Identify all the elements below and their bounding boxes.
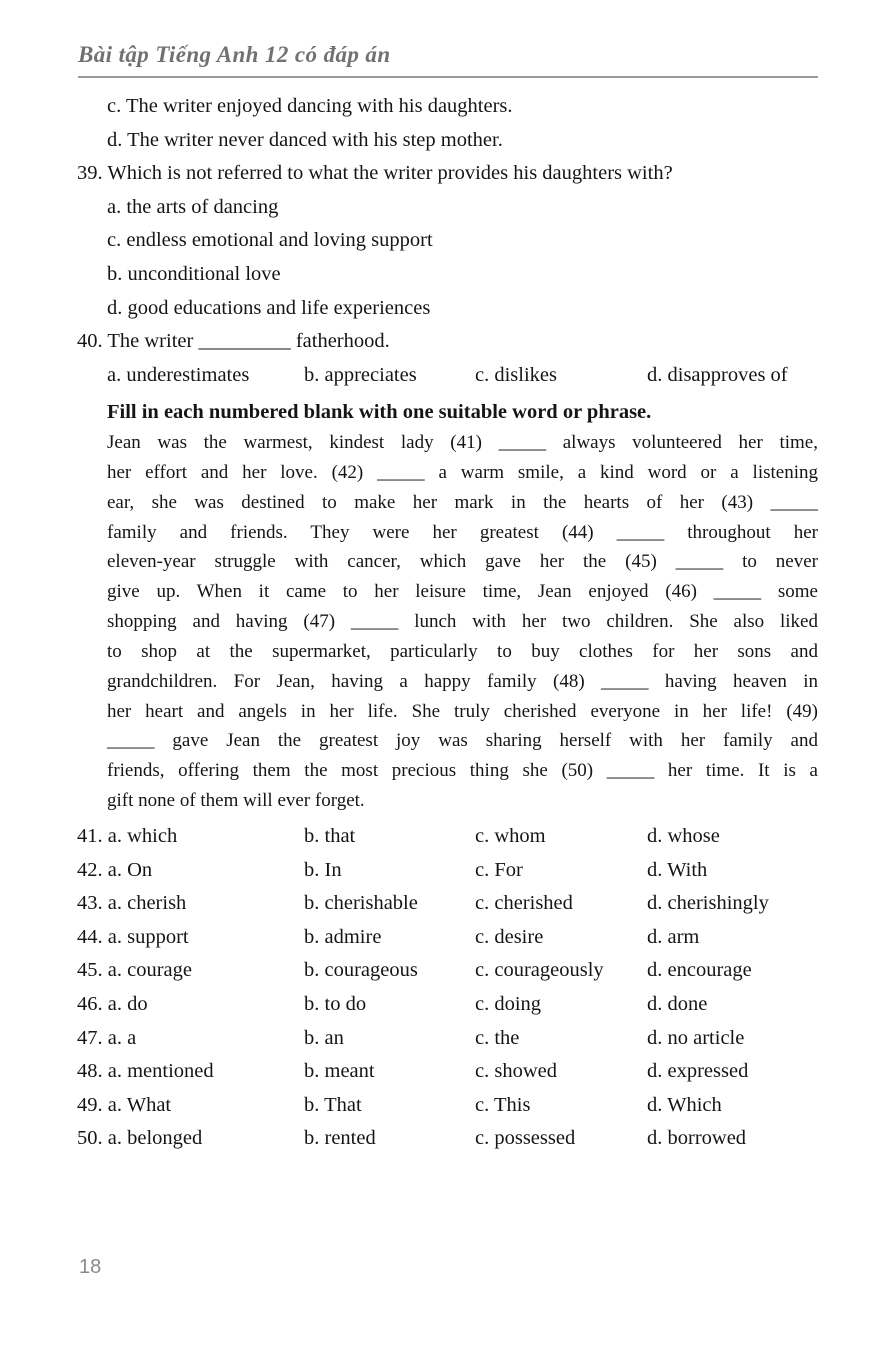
q42-option-a: 42. a. On (77, 858, 153, 881)
q40-option-d: d. disapproves of (647, 363, 788, 386)
passage-line: family and friends. They were her greatest (44) _____ throughout her (107, 521, 818, 543)
header-title: Bài tập Tiếng Anh 12 có đáp án (78, 42, 391, 67)
q45-option-c: c. courageously (475, 959, 604, 982)
q43-option-b: b. cherishable (304, 892, 418, 915)
q50-option-c: c. possessed (475, 1127, 576, 1150)
q47-option-d: d. no article (647, 1026, 745, 1049)
answer-row-50 (77, 1122, 837, 1156)
q40-option-b: b. appreciates (304, 363, 417, 386)
q40-option-c: c. dislikes (475, 363, 557, 386)
q48-option-b: b. meant (304, 1060, 375, 1083)
passage-line: her heart and angels in her life. She truly cherished everyone in her life! (49) (107, 700, 818, 722)
q43-option-c: c. cherished (475, 892, 573, 915)
q39-option-c: c. endless emotional and loving support (107, 229, 433, 252)
q39-option-a: a. the arts of dancing (107, 195, 279, 218)
answer-row-47 (77, 1022, 837, 1056)
q42-option-b: b. In (304, 858, 342, 881)
page-number: 18 (79, 1256, 102, 1278)
q39-option-d: d. good educations and life experiences (107, 296, 431, 319)
q47-option-a: 47. a. a (77, 1026, 137, 1049)
answer-row-41 (77, 820, 837, 854)
q40-option-a: a. underestimates (107, 363, 250, 386)
q48-option-d: d. expressed (647, 1060, 749, 1083)
passage-line: shopping and having (47) _____ lunch with her two children. She also liked (107, 611, 818, 633)
answer-row-43 (77, 887, 837, 921)
q43-option-a: 43. a. cherish (77, 892, 187, 915)
cloze-passage (107, 428, 818, 816)
q40-options-row (77, 359, 818, 393)
answer-row-44 (77, 921, 837, 955)
question-section (77, 90, 818, 392)
q39-option-b: b. unconditional love (107, 262, 281, 285)
q47-option-b: b. an (304, 1026, 344, 1049)
q48-option-c: c. showed (475, 1060, 557, 1083)
q46-option-b: b. to do (304, 992, 367, 1015)
q46-option-a: 46. a. do (77, 992, 148, 1015)
answer-row-49 (77, 1089, 837, 1123)
q42-option-d: d. With (647, 858, 708, 881)
q49-option-b: b. That (304, 1093, 362, 1116)
q48-option-a: 48. a. mentioned (77, 1060, 214, 1083)
q49-option-a: 49. a. What (77, 1093, 172, 1116)
answer-row-48 (77, 1055, 837, 1089)
q38-option-c: c. The writer enjoyed dancing with his daughters. (107, 95, 513, 117)
passage-line: to shop at the supermarket, particularly to buy clothes for her sons and (107, 640, 818, 662)
q41-option-b: b. that (304, 825, 356, 847)
q45-option-a: 45. a. courage (77, 959, 192, 982)
answer-row-45 (77, 954, 837, 988)
q38-option-d: d. The writer never danced with his step mother. (107, 128, 503, 151)
q47-option-c: c. the (475, 1026, 520, 1049)
q44-option-a: 44. a. support (77, 925, 189, 948)
q50-option-d: d. borrowed (647, 1127, 747, 1150)
q39-text: 39. Which is not referred to what the writer provides his daughters with? (77, 162, 673, 185)
q49-option-d: d. Which (647, 1093, 722, 1116)
q49-option-c: c. This (475, 1093, 531, 1116)
passage-line: ear, she was destined to make her mark in the hearts of her (43) _____ (107, 491, 818, 513)
q50-option-a: 50. a. belonged (77, 1127, 203, 1150)
q44-option-b: b. admire (304, 925, 382, 948)
passage-line: eleven-year struggle with cancer, which gave her the (45) _____ to never (107, 551, 818, 573)
q41-option-d: d. whose (647, 825, 720, 847)
q46-option-c: c. doing (475, 992, 542, 1015)
q45-option-b: b. courageous (304, 959, 418, 982)
passage-line: give up. When it came to her leisure time, Jean enjoyed (46) _____ some (107, 581, 818, 603)
passage-line: _____ gave Jean the greatest joy was sharing herself with her family and (107, 730, 818, 752)
q42-option-c: c. For (475, 858, 523, 881)
q41-option-c: c. whom (475, 825, 546, 847)
passage-line: gift none of them will ever forget. (107, 790, 365, 812)
section-instruction: Fill in each numbered blank with one suitable word or phrase. (107, 401, 652, 423)
passage-line: friends, offering them the most precious thing she (50) _____ her time. It is a (107, 760, 818, 782)
answer-options-grid (77, 820, 837, 1156)
q45-option-d: d. encourage (647, 959, 752, 982)
q50-option-b: b. rented (304, 1127, 376, 1150)
header-rule (78, 76, 818, 78)
answer-row-42 (77, 854, 837, 888)
q46-option-d: d. done (647, 992, 708, 1015)
passage-line: grandchildren. For Jean, having a happy family (48) _____ having heaven in (107, 670, 818, 692)
passage-line: her effort and her love. (42) _____ a warm smile, a kind word or a listening (107, 461, 818, 483)
q44-option-c: c. desire (475, 925, 544, 948)
passage-line: Jean was the warmest, kindest lady (41) _____ always volunteered her time, (107, 432, 818, 453)
q44-option-d: d. arm (647, 925, 700, 948)
q40-text: 40. The writer _________ fatherhood. (77, 330, 390, 353)
q41-option-a: 41. a. which (77, 825, 178, 847)
q43-option-d: d. cherishingly (647, 892, 769, 915)
answer-row-46 (77, 988, 837, 1022)
